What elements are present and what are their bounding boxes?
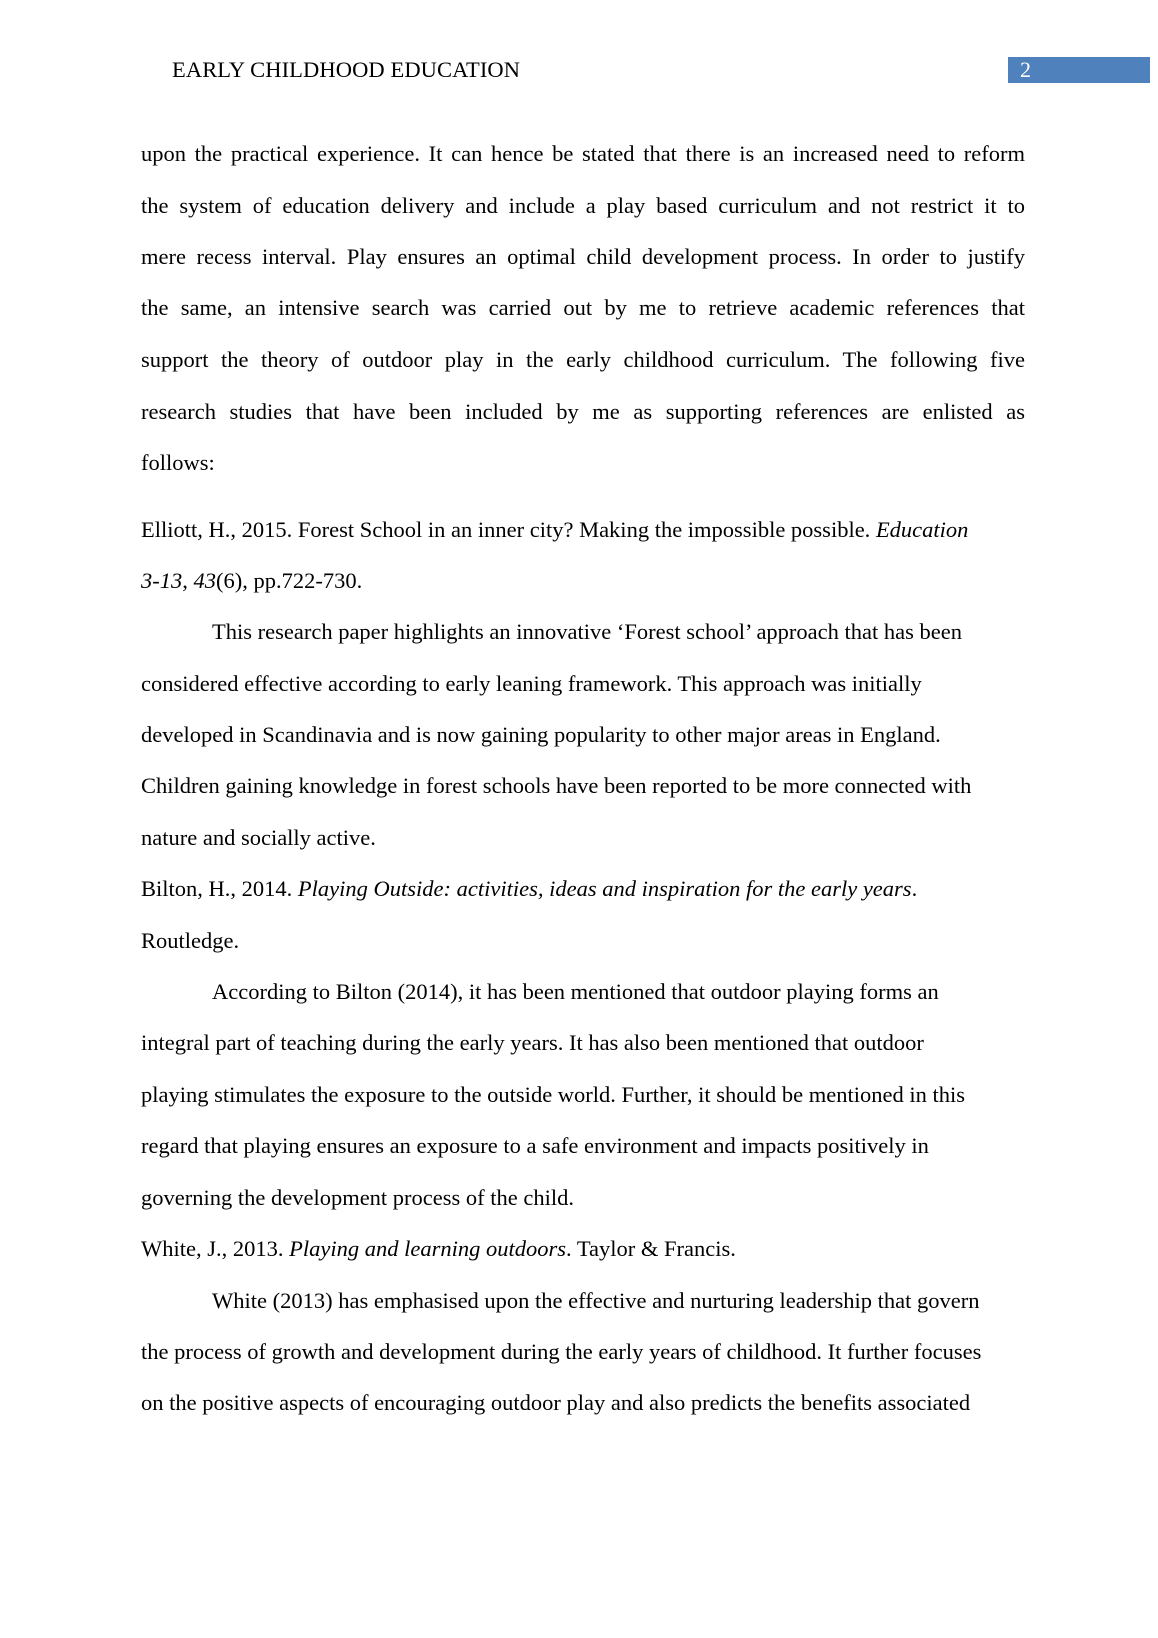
citation-title: Playing and learning outdoors <box>289 1236 566 1261</box>
citation-text: Elliott, H., 2015. Forest School in an inner city? Making the impossible possible. <box>141 517 876 542</box>
summary-line: This research paper highlights an innovative ‘Forest school’ approach that has been <box>212 619 962 644</box>
summary-line: White (2013) has emphasised upon the effective and nurturing leadership that govern <box>212 1288 980 1313</box>
summary-line: According to Bilton (2014), it has been mentioned that outdoor playing forms an <box>212 979 939 1004</box>
intro-line: support the theory of outdoor play in the early childhood curriculum. The following five <box>141 347 1025 372</box>
citation-text: (6), pp.722-730. <box>216 568 363 593</box>
page-number-badge <box>1008 57 1150 83</box>
citation-text: . Taylor & Francis. <box>565 1236 736 1261</box>
reference-citation-line <box>141 516 968 544</box>
summary-line: regard that playing ensures an exposure to a safe environment and impacts positively in <box>141 1133 929 1158</box>
summary-line: considered effective according to early leaning framework. This approach was initially <box>141 671 922 696</box>
summary-line: governing the development process of the child. <box>141 1185 575 1210</box>
summary-line: developed in Scandinavia and is now gaining popularity to other major areas in England. <box>141 722 941 747</box>
reference-citation-line <box>141 1235 736 1263</box>
reference-citation-line <box>141 875 917 903</box>
intro-line: the system of education delivery and include a play based curriculum and not restrict it to <box>141 193 1025 218</box>
intro-line: follows: <box>141 450 215 475</box>
intro-line: research studies that have been included by me as supporting references are enlisted as <box>141 399 1025 424</box>
citation-journal: Education <box>875 517 969 542</box>
summary-line: integral part of teaching during the early years. It has also been mentioned that outdoor <box>141 1030 924 1055</box>
reference-citation-line <box>141 567 362 595</box>
summary-line: Children gaining knowledge in forest schools have been reported to be more connected with <box>141 773 972 798</box>
summary-line: playing stimulates the exposure to the outside world. Further, it should be mentioned in this <box>141 1082 965 1107</box>
summary-line: the process of growth and development during the early years of childhood. It further focuses <box>141 1339 982 1364</box>
citation-journal: 3-13 <box>141 568 183 593</box>
reference-citation-line: Routledge. <box>141 928 240 953</box>
citation-text: White, J., 2013. <box>141 1236 290 1261</box>
summary-line: on the positive aspects of encouraging outdoor play and also predicts the benefits associated <box>141 1390 971 1415</box>
citation-volume: 43 <box>193 568 216 593</box>
citation-text: Bilton, H., 2014. <box>141 876 298 901</box>
intro-line: the same, an intensive search was carried out by me to retrieve academic references that <box>141 295 1025 320</box>
intro-line: upon the practical experience. It can hence be stated that there is an increased need to reform <box>141 141 1025 166</box>
intro-line: mere recess interval. Play ensures an optimal child development process. In order to justify <box>141 244 1025 269</box>
citation-text: , <box>182 568 194 593</box>
citation-title: Playing Outside: activities, ideas and inspiration for the early years <box>297 876 912 901</box>
summary-line: nature and socially active. <box>141 825 376 850</box>
citation-text: . <box>911 876 918 901</box>
running-header: EARLY CHILDHOOD EDUCATION <box>172 57 521 82</box>
page-number: 2 <box>1020 57 1031 82</box>
